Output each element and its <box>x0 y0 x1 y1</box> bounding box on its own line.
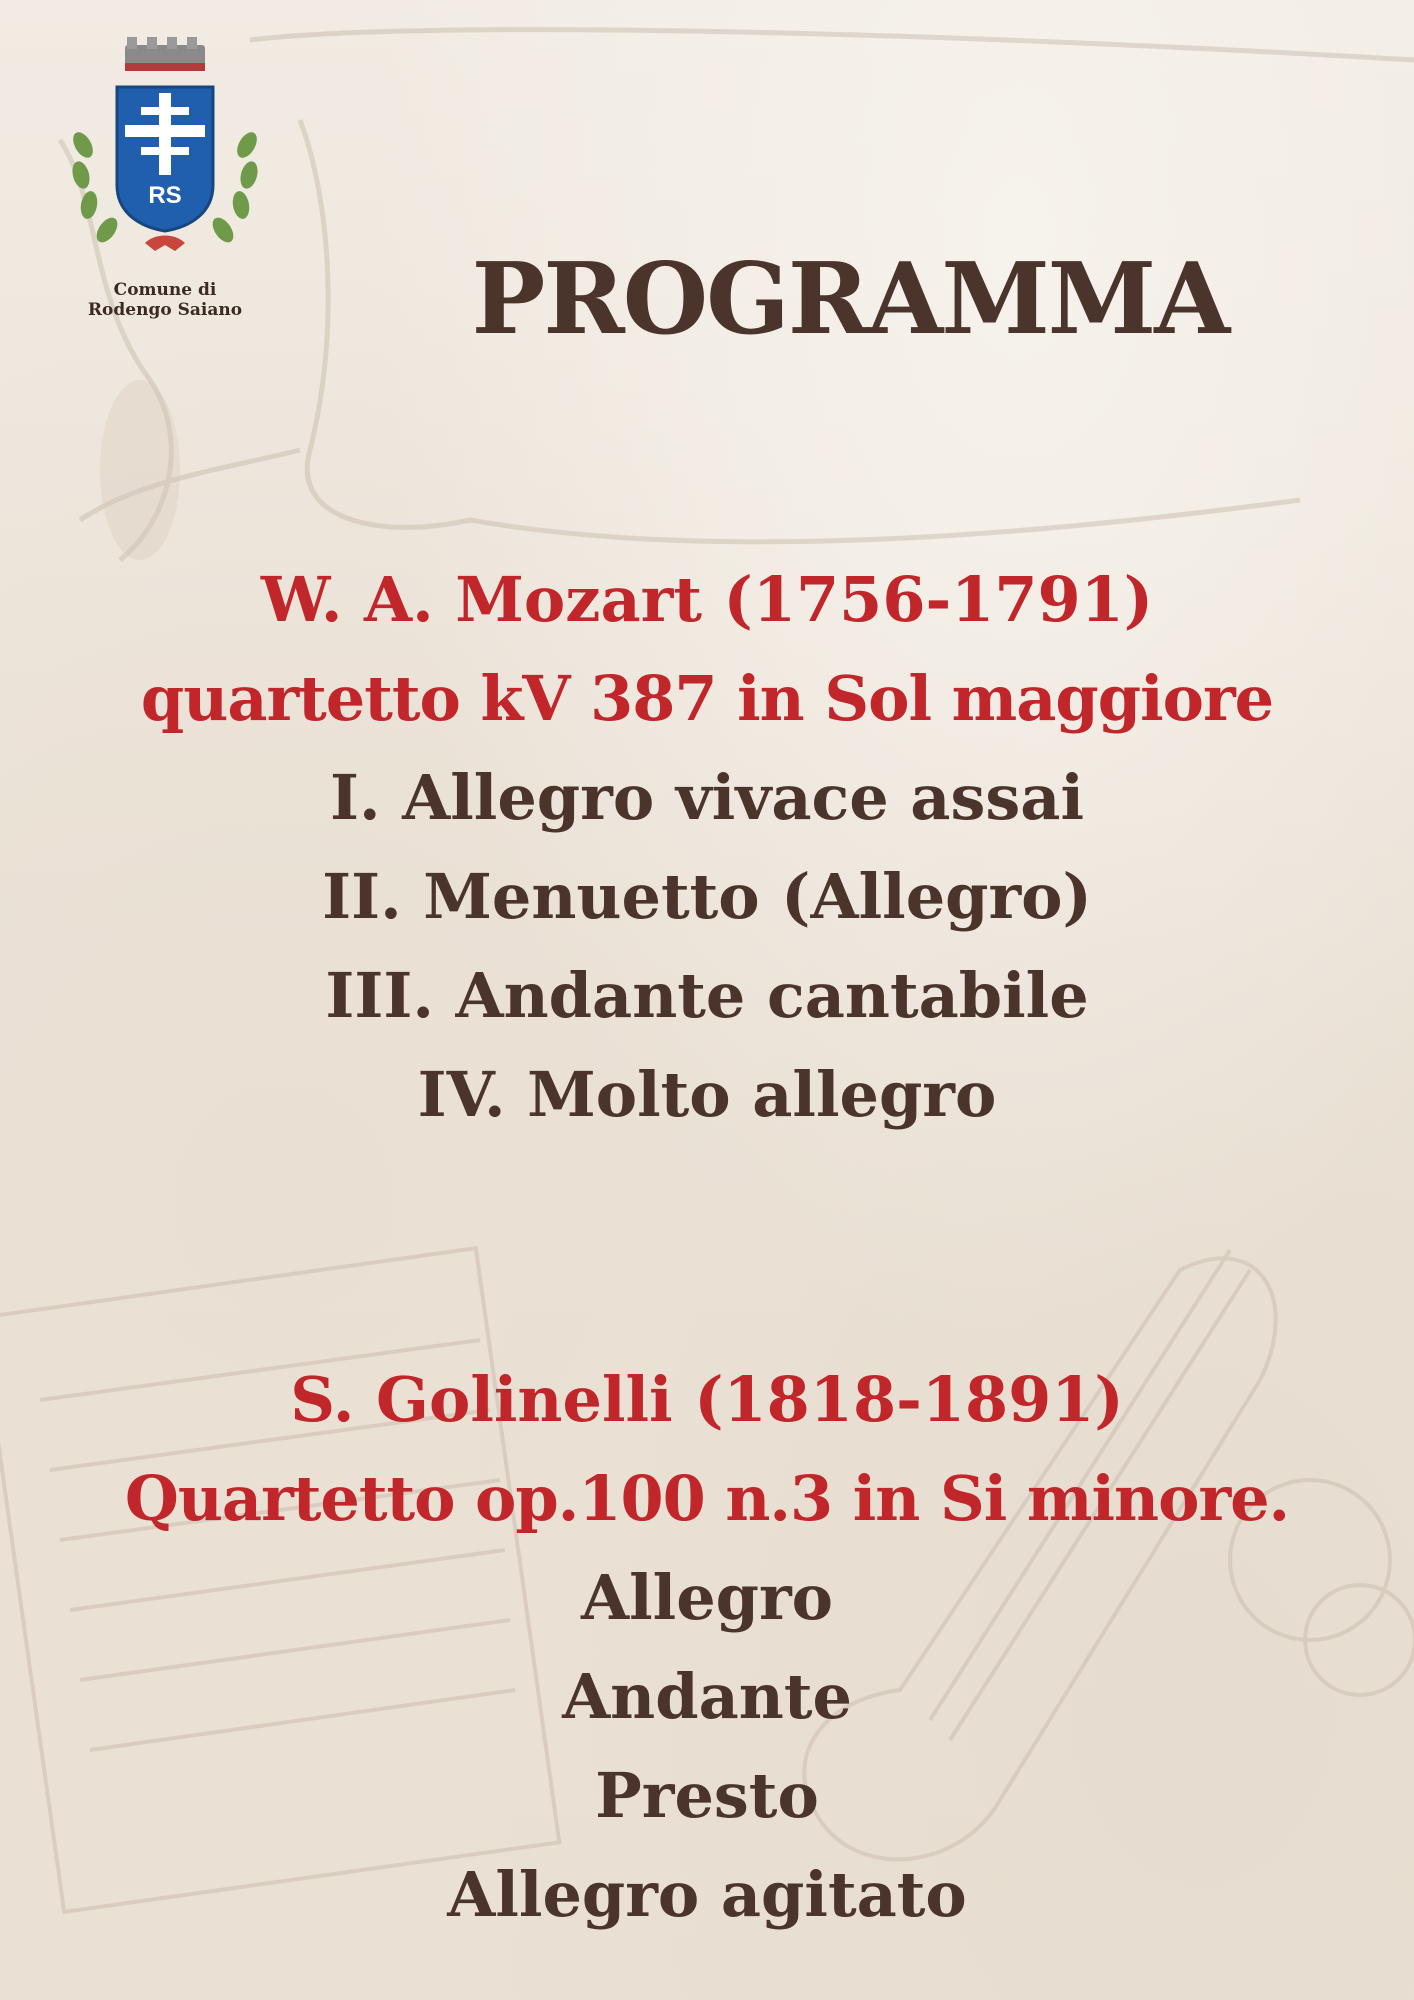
movement: Allegro <box>580 1561 834 1634</box>
municipal-crest <box>55 35 275 335</box>
composer-name: W. A. Mozart (1756-1791) <box>260 563 1154 636</box>
movement: II. Menuetto (Allegro) <box>322 860 1092 933</box>
crest-initials: RS <box>148 183 182 209</box>
composer-name: S. Golinelli (1818-1891) <box>290 1363 1124 1436</box>
programme-piece-2 <box>0 1350 1414 1944</box>
movement: IV. Molto allegro <box>417 1058 997 1131</box>
work-title: quartetto kV 387 in Sol maggiore <box>140 662 1274 735</box>
movement: Presto <box>595 1759 819 1832</box>
municipality-name: Comune di Rodengo Saiano <box>87 280 243 320</box>
programme-piece-1 <box>0 550 1414 1144</box>
page-title: PROGRAMMA <box>471 242 1229 357</box>
movement: Allegro agitato <box>447 1858 967 1931</box>
work-title: Quartetto op.100 n.3 in Si minore. <box>124 1462 1290 1535</box>
crest-shield-icon <box>55 35 275 275</box>
movement: III. Andante cantabile <box>325 959 1089 1032</box>
movement: I. Allegro vivace assai <box>329 761 1085 834</box>
movement: Andante <box>562 1660 852 1733</box>
crest-initials-layer <box>55 183 275 213</box>
